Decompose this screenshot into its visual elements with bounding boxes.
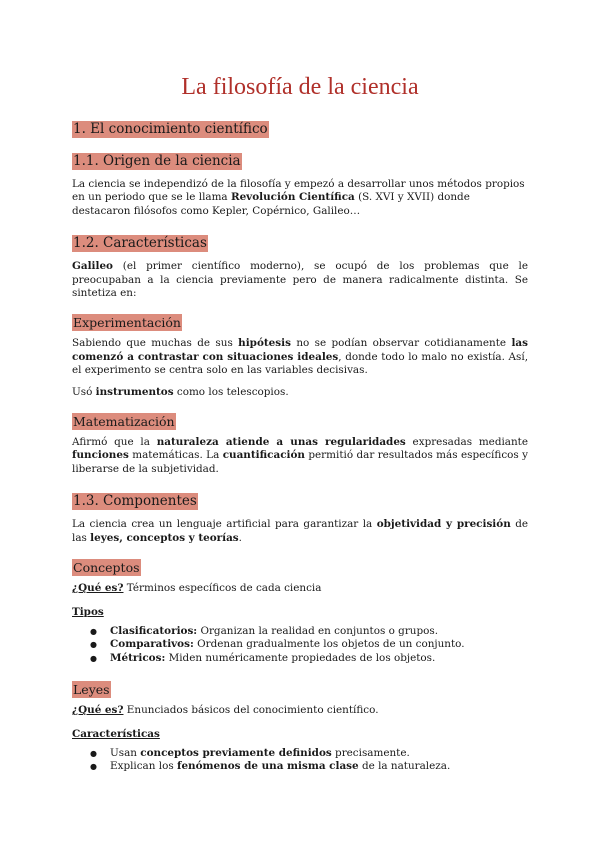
list-item: ● Usan conceptos previamente definidos precisamente. (110, 747, 528, 760)
paragraph-instrumentos: Usó instrumentos como los telescopios. (72, 385, 289, 398)
paragraph-componentes: La ciencia crea un lenguaje artificial para garantizar la objetividad y precisión de las leyes, conceptos y teorías. (72, 518, 529, 544)
list-item: ● Clasificatorios: Organizan la realidad en conjuntos o grupos. (110, 625, 528, 638)
subsection-heading-componentes: 1.3. Componentes (73, 493, 197, 510)
conceptos-tipos-list (72, 625, 528, 665)
conceptos-tipos-label: Tipos (72, 605, 104, 618)
list-item: ● Explican los fenómenos de una misma clase de la naturaleza. (110, 760, 528, 773)
paragraph-matematizacion: Afirmó que la naturaleza atiende a unas regularidades expresadas mediante funciones matemáticas. La cuantificación permitió dar resultados más específicos y liberarse de la subjetividad. (72, 436, 529, 475)
paragraph-origen: La ciencia se independizó de la filosofía y empezó a desarrollar unos métodos propios en un periodo que se le llama Revolución Científica (S. XVI y XVII) donde destacaron filósofos como Kepler, Copérnico, Galileo… (72, 178, 525, 217)
page-title: La filosofía de la ciencia (181, 74, 419, 100)
heading-conceptos: Conceptos (73, 560, 140, 576)
heading-matematizacion: Matematización (73, 414, 175, 430)
heading-conocimiento-cientifico: 1. El conocimiento científico (73, 121, 268, 137)
subsection-heading-origen: 1.1. Origen de la ciencia (73, 153, 241, 169)
subsection-heading-caracteristicas: 1.2. Características (73, 235, 207, 252)
leyes-que-es: ¿Qué es? Enunciados básicos del conocimiento científico. (72, 704, 379, 717)
list-item: ● Métricos: Miden numéricamente propiedades de los objetos. (110, 652, 528, 665)
heading-experimentacion: Experimentación (73, 315, 181, 331)
paragraph-experimentacion: Sabiendo que muchas de sus hipótesis no se podían observar cotidianamente las comenzó a contrastar con situaciones ideales, donde todo lo malo no existía. Así, el experimento se centra solo en las variables decisivas. (72, 337, 528, 377)
list-item: ● Comparativos: Ordenan gradualmente los objetos de un conjunto. (110, 638, 528, 651)
leyes-caracteristicas-list (72, 747, 528, 774)
paragraph-galileo: Galileo (el primer científico moderno), se ocupó de los problemas que le preocupaban a la ciencia previamente pero de manera radicalmente distinta. Se sintetiza en: (72, 260, 528, 300)
section-heading-1 (72, 118, 528, 138)
heading-leyes: Leyes (73, 682, 110, 698)
leyes-caracteristicas-label: Características (72, 727, 160, 740)
conceptos-que-es: ¿Qué es? Términos específicos de cada ciencia (72, 582, 322, 595)
